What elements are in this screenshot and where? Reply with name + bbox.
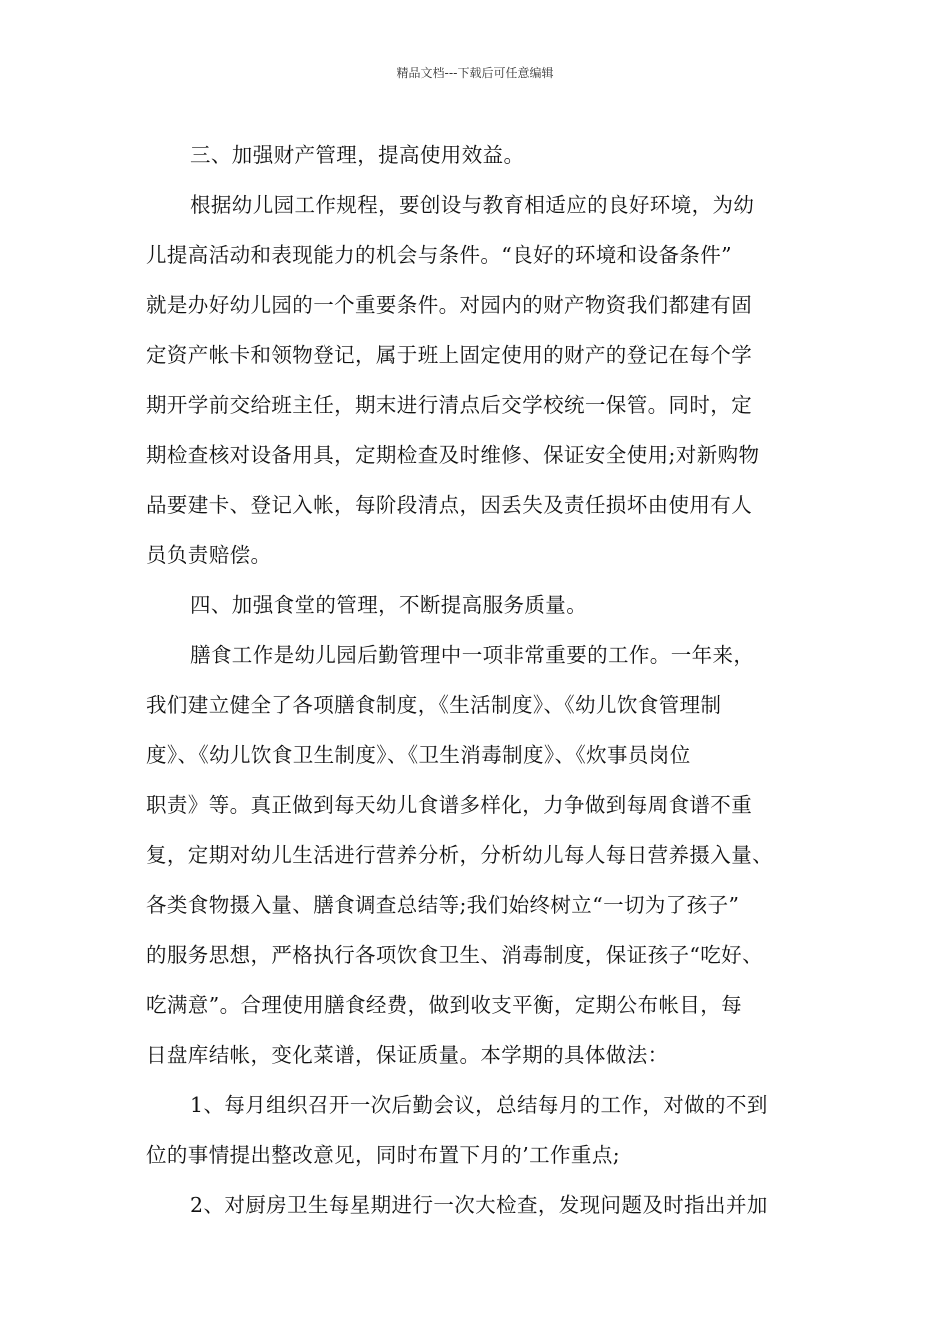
paragraph-line: 我们建立健全了各项膳食制度，《生活制度》、《幼儿饮食管理制	[146, 693, 722, 717]
paragraph-line: 位的事情提出整改意见，同时布置下月的’工作重点;	[146, 1143, 621, 1167]
page-header: 精品文档---下载后可任意编辑	[396, 66, 554, 80]
paragraph-line: 期检查核对设备用具，定期检查及时维修、保证安全使用;对新购物	[146, 443, 760, 467]
document-body	[146, 130, 808, 1230]
paragraph-line: 根据幼儿园工作规程，要创设与教育相适应的良好环境，为幼	[190, 193, 755, 217]
list-item-1: 1、每月组织召开一次后勤会议，总结每月的工作，对做的不到	[190, 1093, 768, 1117]
paragraph-line: 定资产帐卡和领物登记，属于班上固定使用的财产的登记在每个学	[146, 343, 753, 367]
paragraph-line: 期开学前交给班主任，期末进行清点后交学校统一保管。同时，定	[146, 393, 753, 417]
paragraph-line: 职责》等。真正做到每天幼儿食谱多样化，力争做到每周食谱不重	[146, 793, 753, 817]
paragraph-line: 复，定期对幼儿生活进行营养分析，分析幼儿每人每日营养摄入量、	[146, 843, 773, 867]
paragraph-line: 员负责赔偿。	[146, 543, 272, 567]
paragraph-line: 的服务思想，严格执行各项饮食卫生、消毒制度，保证孩子“吃好、	[146, 943, 763, 967]
paragraph-line: 度》、《幼儿饮食卫生制度》、《卫生消毒制度》、《炊事员岗位	[146, 743, 691, 767]
paragraph-line: 吃满意”。合理使用膳食经费，做到收支平衡，定期公布帐目，每	[146, 993, 743, 1017]
paragraph-line: 就是办好幼儿园的一个重要条件。对园内的财产物资我们都建有固	[146, 293, 753, 317]
paragraph-line: 日盘库结帐，变化菜谱，保证质量。本学期的具体做法：	[146, 1043, 669, 1067]
paragraph-line: 品要建卡、登记入帐，每阶段清点，因丢失及责任损坏由使用有人	[146, 493, 753, 517]
section-heading-4: 四、加强食堂的管理，不断提高服务质量。	[190, 593, 588, 617]
paragraph-line: 膳食工作是幼儿园后勤管理中一项非常重要的工作。一年来，	[190, 643, 755, 667]
paragraph-line: 儿提高活动和表现能力的机会与条件。“良好的环境和设备条件”	[146, 243, 733, 267]
paragraph-line: 各类食物摄入量、膳食调查总结等;我们始终树立“一切为了孩子”	[146, 893, 740, 917]
section-heading-3: 三、加强财产管理，提高使用效益。	[190, 143, 525, 167]
list-item-2: 2、对厨房卫生每星期进行一次大检查，发现问题及时指出并加	[190, 1193, 768, 1217]
